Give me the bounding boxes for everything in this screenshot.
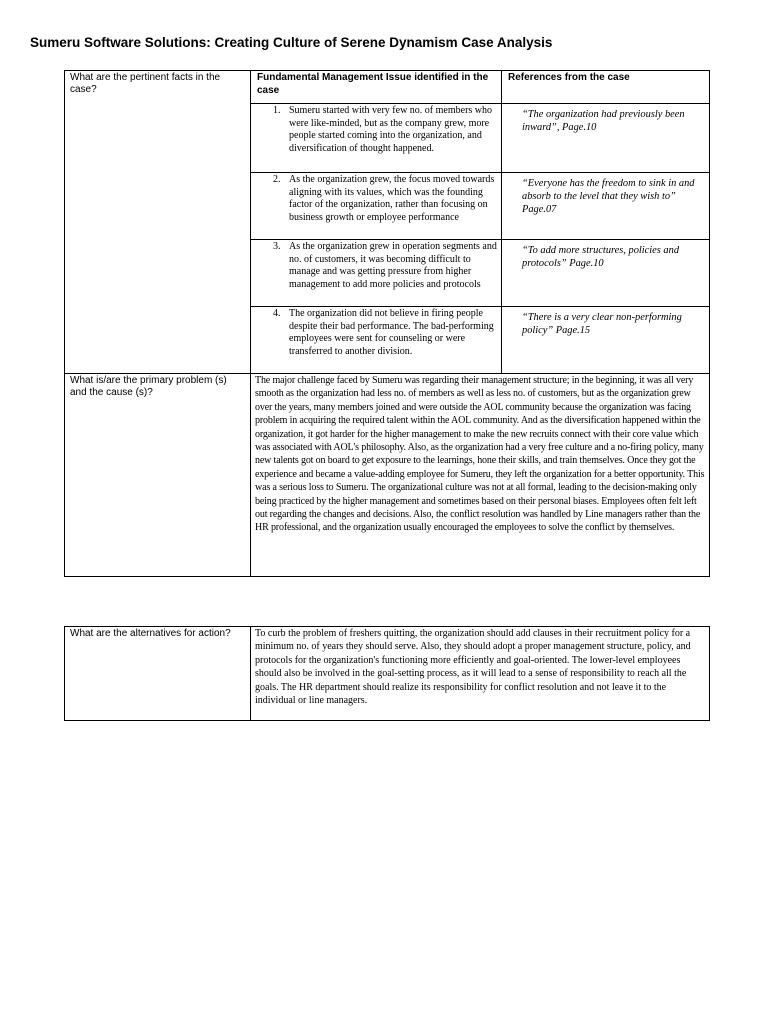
fact-text: As the organization grew, the focus moved towards aligning with its values, which was the founding factor of the organization, rather than focusing on business growth or employee performance bbox=[289, 174, 495, 223]
fact-number: 1. bbox=[273, 105, 281, 116]
fact-text: Sumeru started with very few no. of members who were like-minded, but as the company grew, more people started coming into the organization, and diversification of thought happened. bbox=[289, 105, 493, 154]
fact-item bbox=[251, 307, 502, 374]
fact-item bbox=[251, 104, 502, 173]
fact-item bbox=[251, 240, 502, 307]
fact-number: 3. bbox=[273, 241, 281, 252]
fact-number: 2. bbox=[273, 174, 281, 185]
references-column-header: References from the case bbox=[502, 71, 710, 104]
fact-text: As the organization grew in operation segments and no. of customers, it was becoming difficult to manage and was getting pressure from higher management to add more policies and protocols bbox=[289, 241, 497, 290]
problem-answer: The major challenge faced by Sumeru was regarding their management structure; in the beginning, it was all very smooth as the organization had less no. of members as well as less no. of customers, but as the organization grew over the years, many members joined and were outside the AOL community because the organization was facing problem in acquiring the required talent within the AOL community. And as the diversification happened within the organization, it got harder for the higher management to make the new recruits connect with their core value which was associated with AOL's philosophy. Also, as the organization had a very free culture and a no-firing policy, many new talents got on board to get exposure to the learnings, hone their skills, and train themselves. Once they got the experience and became a value-adding employee for Sumeru, they left the organization for a better opportunity. This was a serious loss to Sumeru. The organizational culture was not at all formal, leading to the decision-making only being practiced by the higher management and sometimes based on their personal biases. Employees often felt left out regarding the changes and decisions. Also, the conflict resolution was handled by Line managers rather than the HR professional, and the organization usually encouraged the employees to solve the conflict by themselves. bbox=[251, 374, 710, 577]
issue-column-header: Fundamental Management Issue identified in the case bbox=[251, 71, 502, 104]
fact-item bbox=[251, 173, 502, 240]
case-analysis-table bbox=[64, 70, 710, 577]
alternatives-table bbox=[64, 626, 710, 721]
pertinent-facts-question: What are the pertinent facts in the case? bbox=[65, 71, 251, 374]
reference-quote: “The organization had previously been inward”, Page.10 bbox=[502, 104, 710, 173]
primary-problem-question: What is/are the primary problem (s) and the cause (s)? bbox=[65, 374, 251, 577]
page-title: Sumeru Software Solutions: Creating Culture of Serene Dynamism Case Analysis bbox=[30, 35, 553, 50]
alternatives-question: What are the alternatives for action? bbox=[65, 627, 251, 721]
reference-quote: “Everyone has the freedom to sink in and absorb to the level that they wish to” Page.07 bbox=[502, 173, 710, 240]
fact-number: 4. bbox=[273, 308, 281, 319]
alternatives-answer: To curb the problem of freshers quitting, the organization should add clauses in their recruitment policy for a minimum no. of years they should serve. Also, they should adopt a proper management structure, policy, and protocols for the organization's functioning more efficiently and goal-oriented. The lower-level employees should also be involved in the goal-setting process, as it will lead to a sense of responsibility to reach all the goals. The HR department should realize its responsibility for conflict resolution and not leave it to the individual or line managers. bbox=[251, 627, 710, 721]
fact-text: The organization did not believe in firing people despite their bad performance. The bad-performing employees were sent for counseling or were transferred to another division. bbox=[289, 308, 494, 357]
reference-quote: “To add more structures, policies and protocols” Page.10 bbox=[502, 240, 710, 307]
reference-quote: “There is a very clear non-performing policy” Page.15 bbox=[502, 307, 710, 374]
